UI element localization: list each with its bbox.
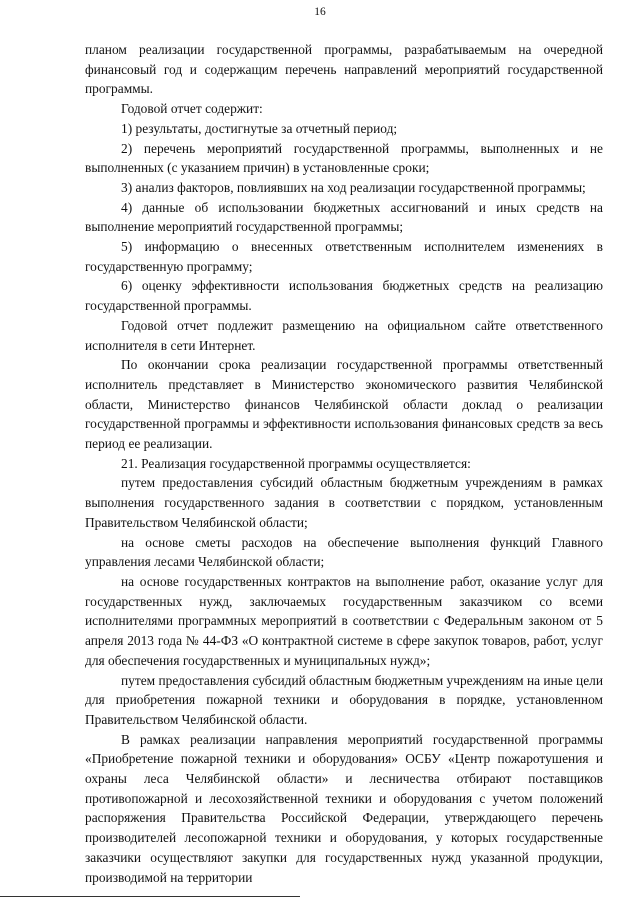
paragraph-equipment-procurement: В рамках реализации направления мероприятий государственной программы «Приобретение пожарной техники и оборудования» ОСБУ «Центр пожаротушения и охраны леса Челябинской области» и лесничества отбирают поставщиков противопожарной и лесохозяйственной техники и оборудования с учетом положений распоряжения Правительства Российской Федерации, утверждающего перечень производителей лесопожарной техники и оборудования, у которых государственные заказчики осуществляют закупки для государственных нужд указанной продукции, производимой на территории: [85, 731, 603, 885]
paragraph-report-publication: Годовой отчет подлежит размещению на официальном сайте ответственного исполнителя в сети Интернет.: [85, 317, 603, 353]
paragraph-continuation: планом реализации государственной программы, разрабатываемым на очередной финансовый год и содержащим перечень направлений мероприятий государственной программы.: [85, 42, 603, 97]
list-item-6: 6) оценку эффективности использования бюджетных средств на реализацию государственной программы.: [85, 278, 603, 314]
list-item-1: 1) результаты, достигнутые за отчетный период;: [121, 120, 398, 136]
list-item-5: 5) информацию о внесенных ответственным исполнителем изменениях в государственную программу;: [85, 239, 603, 274]
document-body: [85, 40, 603, 887]
implementation-item-contracts: на основе государственных контрактов на выполнение работ, оказание услуг для государственных нужд, заключаемых государственным заказчиком со всеми исполнителями программных мероприятий в соответствии с Федеральным законом от 5 апреля 2013 года № 44-ФЗ «О контрактной системе в сфере закупок товаров, работ, услуг для обеспечения государственных и муниципальных нужд»;: [85, 573, 603, 668]
implementation-item-subsidies: путем предоставления субсидий областным бюджетным учреждениям в рамках выполнения государственного задания в соответствии с порядком, установленным Правительством Челябинской области;: [85, 475, 603, 530]
footer-divider: [0, 896, 300, 897]
implementation-item-estimate: на основе сметы расходов на обеспечение выполнения функций Главного управления лесами Челябинской области;: [85, 534, 603, 570]
list-item-2: 2) перечень мероприятий государственной программы, выполненных и не выполненных (с указанием причин) в установленные сроки;: [85, 140, 603, 176]
section-21-heading: 21. Реализация государственной программы осуществляется:: [121, 455, 471, 471]
paragraph-final-report: По окончании срока реализации государственной программы ответственный исполнитель представляет в Министерство экономического развития Челябинской области, Министерство финансов Челябинской области доклад о реализации государственной программы и эффективности использования финансовых средств за весь период ее реализации.: [85, 357, 603, 452]
list-item-3: 3) анализ факторов, повлиявших на ход реализации государственной программы;: [121, 179, 586, 195]
implementation-item-other-subsidies: путем предоставления субсидий областным бюджетным учреждениям на иные цели для приобретения пожарной техники и оборудования в порядке, установленном Правительством Челябинской области.: [85, 672, 603, 727]
paragraph-report-contents: Годовой отчет содержит:: [121, 101, 263, 117]
list-item-4: 4) данные об использовании бюджетных ассигнований и иных средств на выполнение мероприятий государственной программы;: [85, 199, 603, 235]
page-number: 16: [314, 6, 326, 18]
